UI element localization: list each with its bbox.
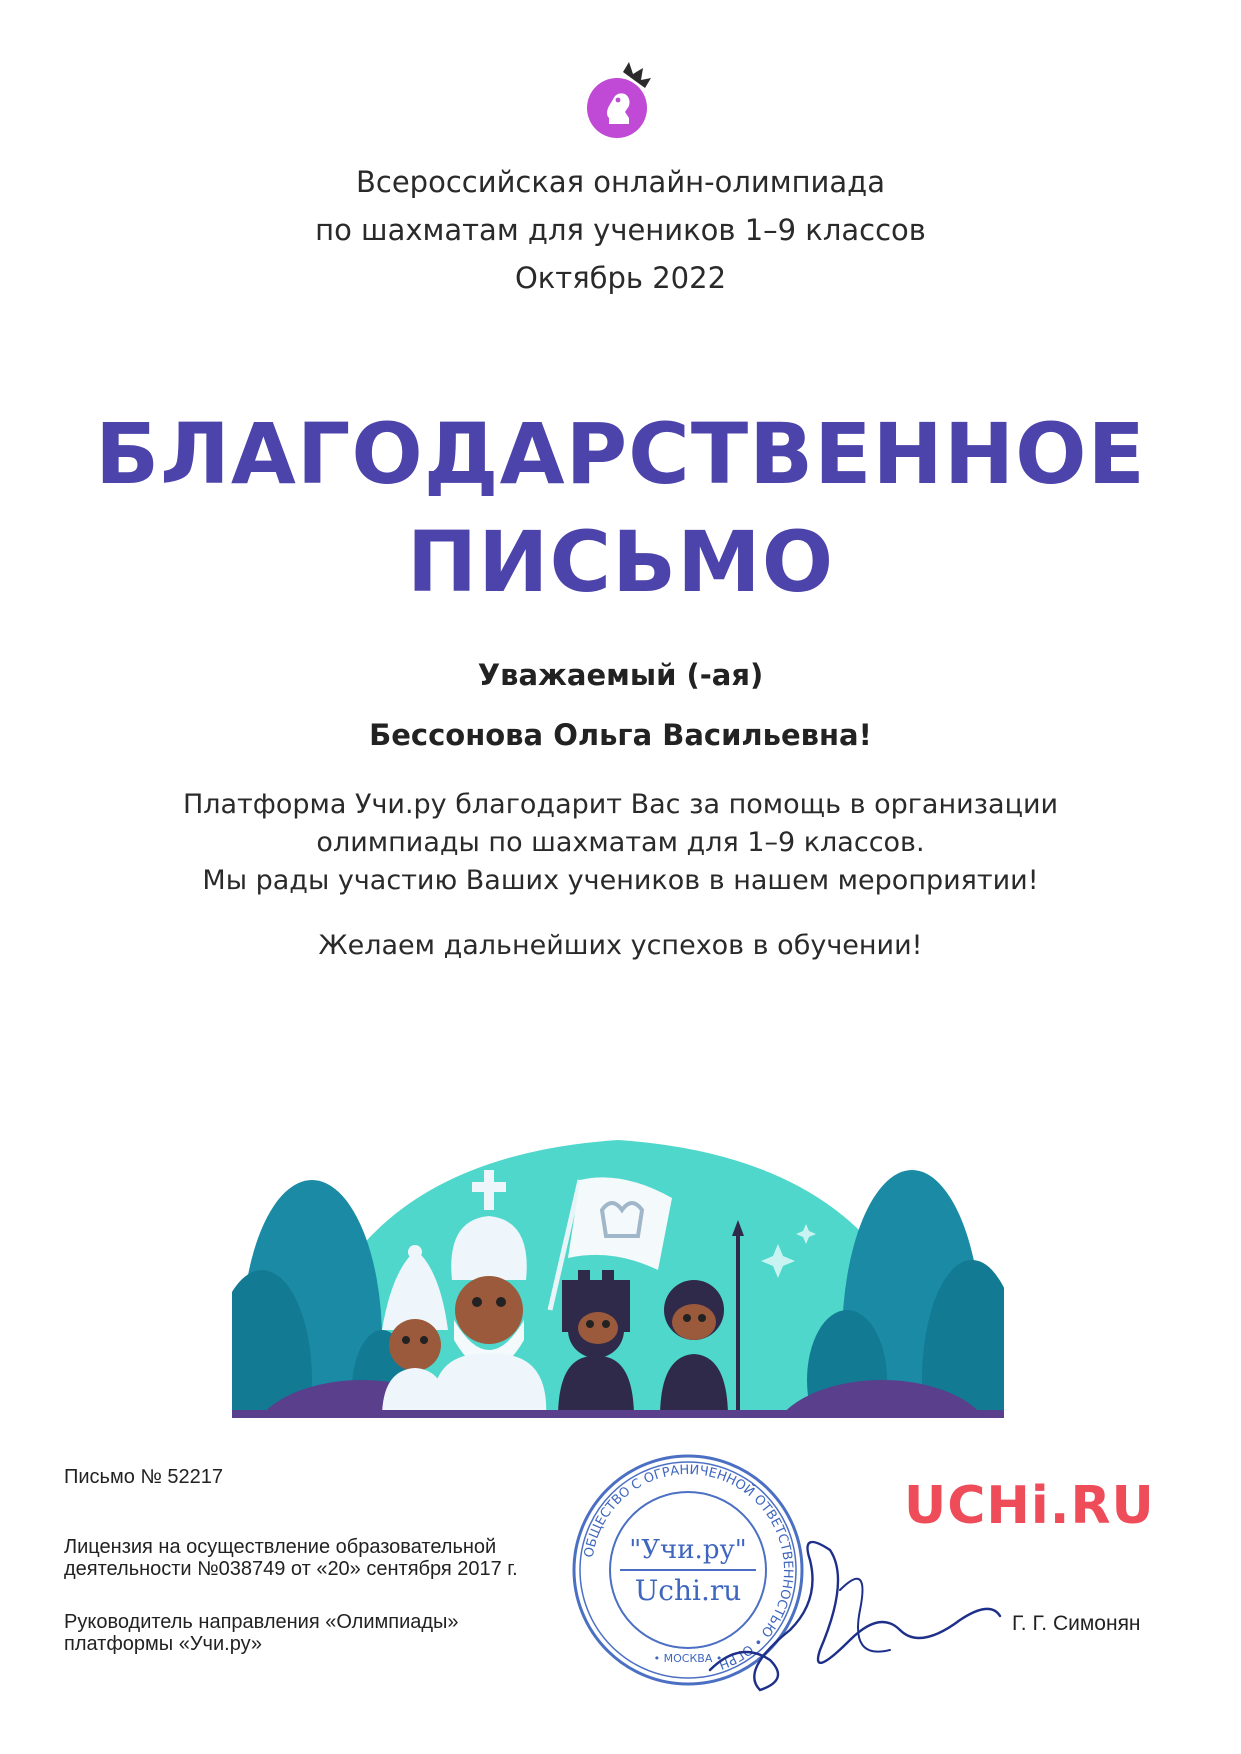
body-text	[0, 786, 1241, 900]
head-role-line-2: платформы «Учи.ру»	[64, 1633, 262, 1655]
olympiad-header	[0, 158, 1241, 302]
stamp-inner-top: "Учи.ру"	[629, 1535, 747, 1565]
handwritten-signature	[700, 1520, 1010, 1710]
olympiad-date: Октябрь 2022	[514, 261, 727, 295]
stamp-ring-text: ОБЩЕСТВО С ОГРАНИЧЕННОЙ ОТВЕТСТВЕННОСТЬЮ • ОГРН	[581, 1462, 796, 1672]
greeting: Уважаемый (-ая)	[477, 658, 764, 692]
head-role	[64, 1611, 534, 1655]
olympiad-line-2: по шахматам для учеников 1–9 классов	[315, 213, 926, 247]
uchi-ru-brand-logo: UCHi.RU	[904, 1476, 1155, 1536]
title-line-2: ПИСЬМО	[406, 513, 835, 611]
document-title	[0, 400, 1241, 616]
signer-name: Г. Г. Симонян	[1012, 1612, 1141, 1635]
body-line-1: Платформа Учи.ру благодарит Вас за помощь в организации	[182, 789, 1059, 820]
knight-chess-icon	[585, 62, 657, 142]
stamp-city: • МОСКВА •	[653, 1652, 723, 1665]
chess-characters-illustration	[232, 1140, 1004, 1418]
wish-text: Желаем дальнейших успехов в обучении!	[318, 930, 923, 961]
stamp-inner-bottom: Uchi.ru	[634, 1574, 742, 1607]
license-line-2: деятельности №038749 от «20» сентября 2017 г.	[64, 1558, 518, 1580]
letter-number: Письмо № 52217	[64, 1466, 224, 1488]
olympiad-line-1: Всероссийская онлайн-олимпиада	[356, 165, 885, 199]
license-line-1: Лицензия на осуществление образовательной	[64, 1536, 497, 1558]
title-line-1: БЛАГОДАРСТВЕННОЕ	[95, 405, 1146, 503]
body-line-3: Мы рады участию Ваших учеников в нашем мероприятии!	[202, 865, 1039, 896]
license-info	[64, 1536, 534, 1580]
head-role-line-1: Руководитель направления «Олимпиады»	[64, 1611, 459, 1633]
uchi-knight-logo	[585, 62, 657, 142]
recipient-name: Бессонова Ольга Васильевна!	[369, 718, 872, 752]
body-line-2: олимпиады по шахматам для 1–9 классов.	[316, 827, 925, 858]
